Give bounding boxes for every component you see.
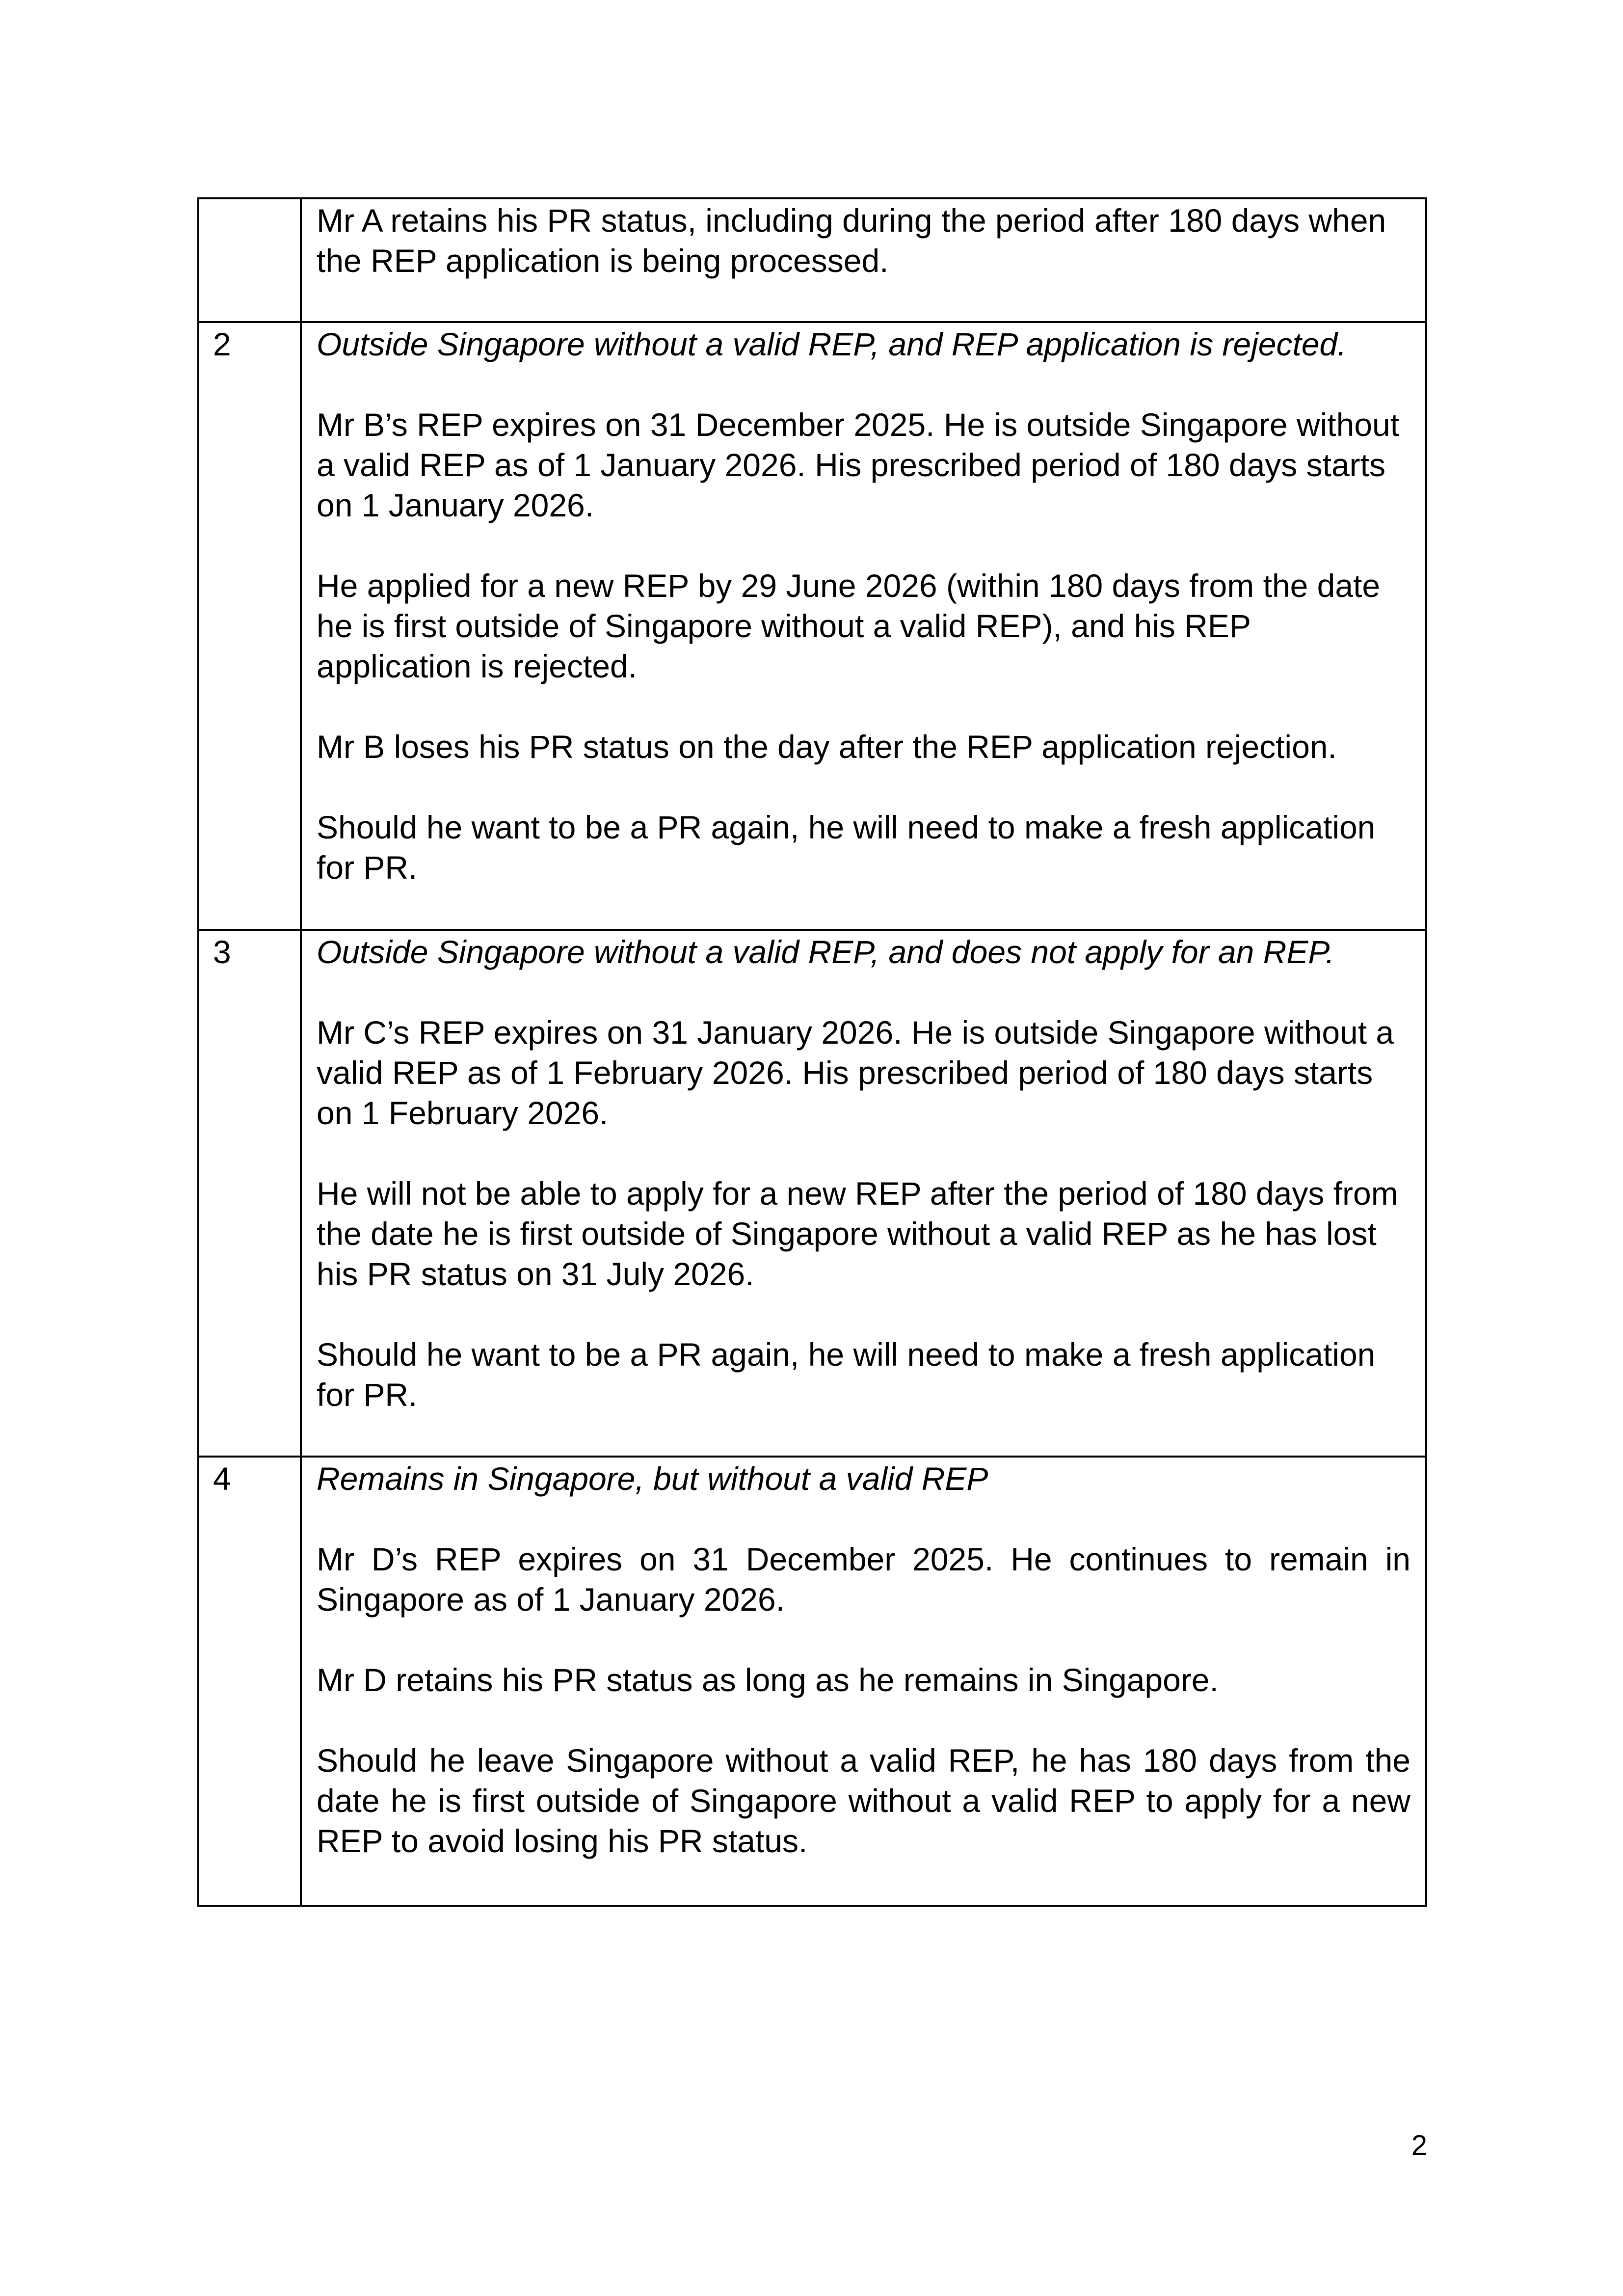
scenario-paragraph: He applied for a new REP by 29 June 2026 (within 180 days from the date he is first outside of Singapore without a valid REP), and his REP application is rejected. (317, 567, 1381, 684)
scenario-paragraph: Mr D retains his PR status as long as he remains in Singapore. (317, 1662, 1219, 1698)
rep-scenarios-table (197, 197, 1427, 1907)
table-row (198, 1457, 1426, 1906)
scenario-heading: Outside Singapore without a valid REP, and REP application is rejected. (317, 326, 1347, 362)
row-number-cell (198, 198, 301, 322)
scenario-paragraph: Mr C’s REP expires on 31 January 2026. He is outside Singapore without a valid REP as of 1 February 2026. His prescribed period of 180 days starts on 1 February 2026. (317, 1014, 1394, 1131)
row-number: 2 (213, 326, 231, 362)
scenario-paragraph: Mr B’s REP expires on 31 December 2025. He is outside Singapore without a valid REP as of 1 January 2026. His prescribed period of 180 days starts on 1 January 2026. (317, 406, 1400, 523)
row-content-cell (301, 322, 1426, 930)
table-row (198, 198, 1426, 322)
row-content-cell (301, 1457, 1426, 1906)
scenario-heading: Outside Singapore without a valid REP, and does not apply for an REP. (317, 934, 1335, 970)
case-table-body (198, 198, 1426, 1906)
table-row (198, 930, 1426, 1457)
row-number-cell (198, 930, 301, 1457)
row-number: 3 (213, 934, 231, 970)
scenario-paragraph: Should he want to be a PR again, he will need to make a fresh application for PR. (317, 809, 1376, 886)
scenario-paragraph: Should he want to be a PR again, he will need to make a fresh application for PR. (317, 1336, 1376, 1413)
scenario-paragraph: Should he leave Singapore without a valid REP, he has 180 days from the date he is first outside of Singapore without a valid REP to apply for a new REP to avoid losing his PR status. (317, 1742, 1410, 1859)
row-number: 4 (213, 1460, 231, 1497)
page-number: 2 (1411, 2130, 1427, 2161)
row-number-cell (198, 322, 301, 930)
row-number-cell (198, 1457, 301, 1906)
scenario-paragraph: Mr A retains his PR status, including during the period after 180 days when the REP application is being processed. (317, 202, 1386, 279)
scenario-paragraph: Mr B loses his PR status on the day after the REP application rejection. (317, 729, 1337, 765)
scenario-heading: Remains in Singapore, but without a valid REP (317, 1460, 988, 1497)
row-content-cell (301, 198, 1426, 322)
table-row (198, 322, 1426, 930)
scenario-paragraph: He will not be able to apply for a new REP after the period of 180 days from the date he is first outside of Singapore without a valid REP as he has lost his PR status on 31 July 2026. (317, 1175, 1398, 1292)
row-content-cell (301, 930, 1426, 1457)
scenario-paragraph: Mr D’s REP expires on 31 December 2025. He continues to remain in Singapore as of 1 January 2026. (317, 1541, 1410, 1618)
